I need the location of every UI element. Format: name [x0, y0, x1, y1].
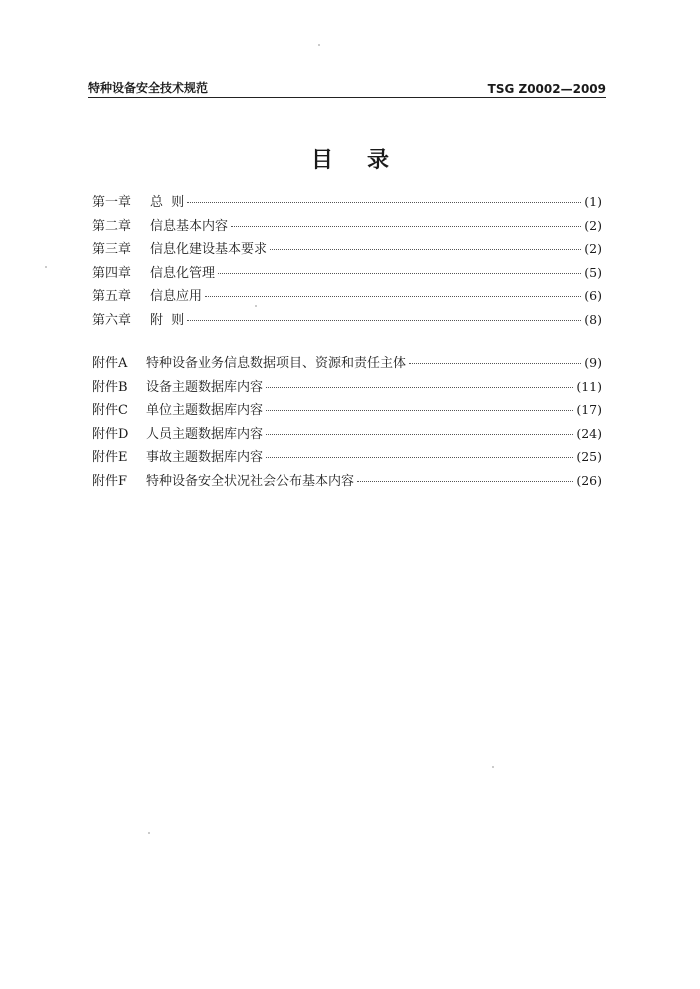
toc-entry-chapter-3[interactable] [92, 238, 602, 262]
toc-entry-page: (6) [584, 288, 602, 303]
dot-leader [187, 202, 581, 203]
scan-speck [148, 832, 150, 834]
toc-entry-chapter-2[interactable] [92, 215, 602, 239]
toc-entry-title: 信息化建设基本要求 [150, 242, 268, 257]
toc-entry-label: 第三章 [92, 242, 132, 257]
toc-entry-label: 附件E [92, 450, 128, 465]
toc-entry-chapter-1[interactable] [92, 191, 602, 215]
toc-entry-title: 特种设备安全状况社会公布基本内容 [146, 473, 355, 489]
header-series-title: 特种设备安全技术规范 [88, 81, 209, 95]
dot-leader [205, 296, 581, 297]
toc-appendix-list [92, 352, 602, 493]
toc-entry-label: 第二章 [92, 218, 132, 234]
running-header [88, 74, 606, 96]
toc-entry-label: 第四章 [92, 265, 132, 281]
toc-entry-appendix-b[interactable] [92, 376, 602, 400]
scan-speck [45, 266, 47, 268]
toc-entry-label: 附件D [92, 426, 129, 442]
toc-entry-title: 特种设备业务信息数据项目、资源和责任主体 [146, 356, 407, 371]
toc-entry-title: 总 则 [150, 195, 185, 210]
toc-entry-page: (26) [576, 472, 602, 488]
toc-entry-appendix-a[interactable] [92, 352, 602, 376]
dot-leader [187, 320, 581, 321]
toc-entry-appendix-f[interactable] [92, 470, 602, 494]
toc-entry-label: 第六章 [92, 312, 132, 328]
toc-entry-page: (5) [584, 264, 602, 280]
header-standard-code: TSG Z0002—2009 [487, 82, 606, 96]
toc-entry-appendix-e[interactable] [92, 446, 602, 470]
scan-speck [492, 766, 494, 768]
toc-entry-page: (2) [584, 241, 602, 256]
toc-entry-page: (1) [584, 194, 602, 209]
dot-leader [270, 249, 581, 250]
toc-entry-appendix-c[interactable] [92, 399, 602, 423]
toc-entry-page: (25) [576, 449, 602, 464]
toc-entry-title: 单位主题数据库内容 [146, 403, 264, 418]
dot-leader [231, 226, 581, 227]
toc-entry-title: 信息化管理 [150, 265, 216, 281]
toc-entry-label: 附件F [92, 473, 128, 489]
toc-entry-page: (11) [576, 378, 602, 394]
toc-entry-appendix-d[interactable] [92, 423, 602, 447]
toc-entry-title: 信息基本内容 [150, 218, 229, 234]
toc-entry-label: 第五章 [92, 289, 132, 304]
toc-entry-title: 信息应用 [150, 289, 203, 304]
toc-entry-page: (24) [576, 425, 602, 441]
toc-entry-page: (2) [584, 217, 602, 233]
toc-entry-page: (8) [584, 311, 602, 327]
toc-entry-chapter-6[interactable] [92, 309, 602, 333]
toc-entry-label: 第一章 [92, 195, 132, 210]
dot-leader [218, 273, 581, 274]
toc-entry-title: 人员主题数据库内容 [146, 426, 264, 442]
toc-entry-page: (17) [576, 402, 602, 417]
dot-leader [266, 387, 573, 388]
toc-entry-chapter-4[interactable] [92, 262, 602, 286]
toc-chapter-list [92, 191, 602, 332]
toc-entry-page: (9) [584, 355, 602, 370]
toc-entry-label: 附件A [92, 356, 128, 371]
toc-entry-title: 设备主题数据库内容 [146, 379, 264, 395]
dot-leader [266, 434, 573, 435]
toc-entry-label: 附件C [92, 403, 128, 418]
scan-speck [318, 44, 320, 46]
scan-speck [255, 305, 257, 307]
toc-entry-title: 附 则 [150, 312, 185, 328]
dot-leader [266, 457, 573, 458]
toc-entry-chapter-5[interactable] [92, 285, 602, 309]
page-title: 目录 [310, 148, 423, 173]
dot-leader [357, 481, 573, 482]
dot-leader [266, 410, 573, 411]
toc-entry-label: 附件B [92, 379, 128, 395]
header-rule [88, 97, 606, 98]
dot-leader [409, 363, 581, 364]
toc-entry-title: 事故主题数据库内容 [146, 450, 264, 465]
